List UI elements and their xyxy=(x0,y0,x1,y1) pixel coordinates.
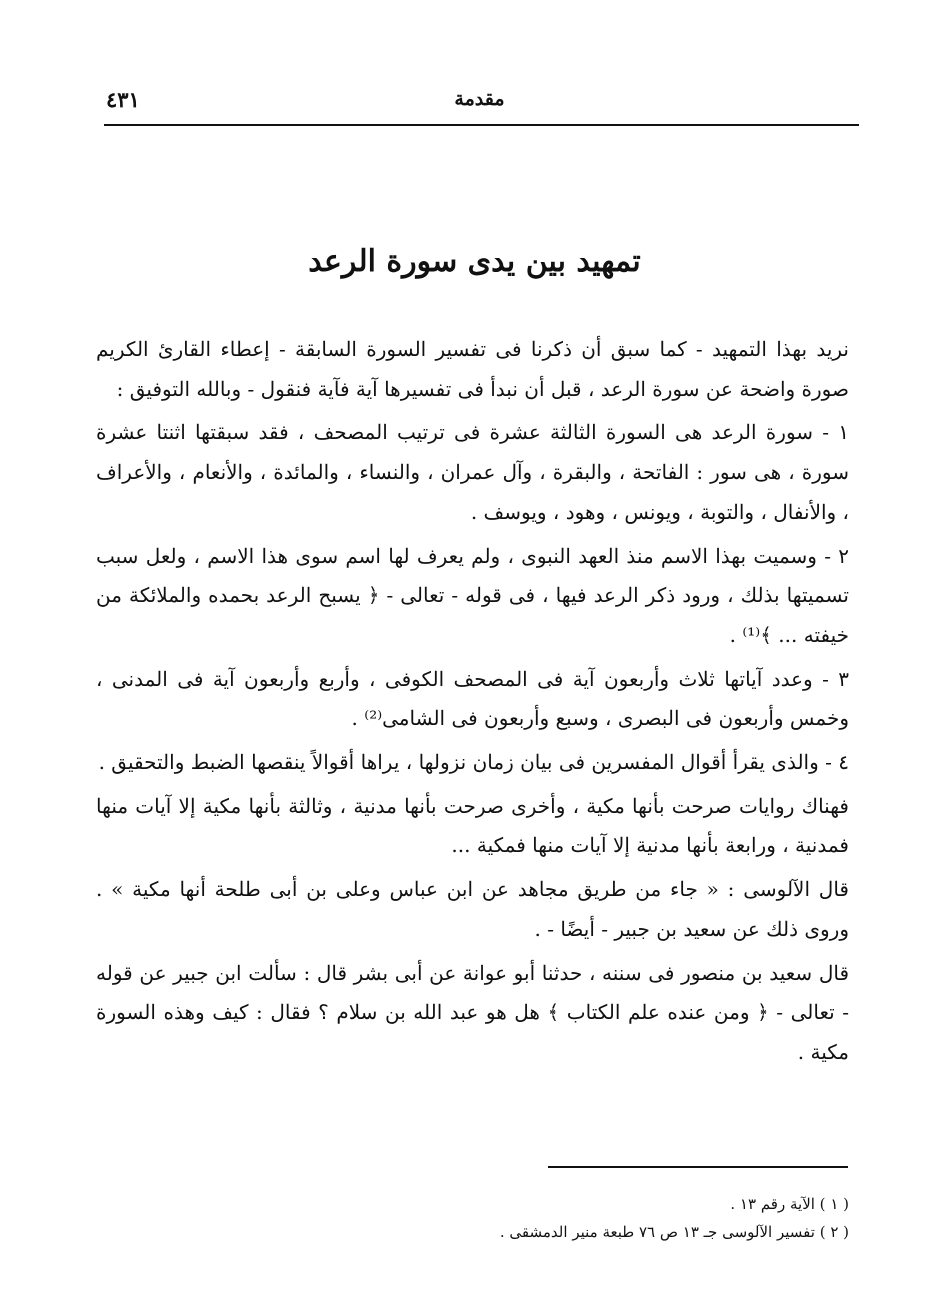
footnotes xyxy=(300,1190,849,1246)
footnote-1: ( ١ ) الآية رقم ١٣ . xyxy=(730,1195,849,1213)
body-text xyxy=(96,330,849,1077)
paragraph-2: ٢ - وسميت بهذا الاسم منذ العهد النبوى ، ولم يعرف لها اسم سوى هذا الاسم ، ولعل سبب تسميتها بذلك ، ورود ذكر الرعد فيها ، فى قوله - تعالى - ﴿ يسبح الرعد بحمده والملائكة من خيفته ... ﴾⁽¹⁾ . xyxy=(96,543,849,647)
section-heading: تمهيد بين يدى سورة الرعد xyxy=(308,244,641,279)
paragraph-intro: نريد بهذا التمهيد - كما سبق أن ذكرنا فى تفسير السورة السابقة - إعطاء القارئ الكريم صورة واضحة عن سورة الرعد ، قبل أن نبدأ فى تفسيرها آية فآية فنقول - وبالله التوفيق : xyxy=(96,337,849,401)
header-rule xyxy=(104,124,859,126)
page-number: ٤٣١ xyxy=(106,86,140,112)
header-title: مقدمة xyxy=(454,88,505,110)
paragraph-alusi-quote: قال الآلوسى : « جاء من طريق مجاهد عن ابن عباس وعلى بن أبى طلحة أنها مكية » . وروى ذلك عن سعيد بن جبير - أيضًا - . xyxy=(96,877,849,941)
paragraph-3: ٣ - وعدد آياتها ثلاث وأربعون آية فى المصحف الكوفى ، وأربع وأربعون آية فى المدنى ، وخمس وأربعون فى البصرى ، وسبع وأربعون فى الشامى⁽²⁾ . xyxy=(96,666,849,731)
running-header xyxy=(106,84,853,114)
paragraph-said-ibn-mansur: قال سعيد بن منصور فى سننه ، حدثنا أبو عوانة عن أبى بشر قال : سألت ابن جبير عن قوله - تعالى - ﴿ ومن عنده علم الكتاب ﴾ هل هو عبد الله بن سلام ؟ فقال : كيف وهذه السورة مكية . xyxy=(96,960,849,1064)
footnote-2: ( ٢ ) تفسير الآلوسى جـ ١٣ ص ٧٦ طبعة منير الدمشقى . xyxy=(499,1223,849,1241)
paragraph-narrations: فهناك روايات صرحت بأنها مكية ، وأخرى صرحت بأنها مدنية ، وثالثة بأنها مكية إلا آيات منها فمدنية ، ورابعة بأنها مدنية إلا آيات منها فمكية ... xyxy=(96,793,849,858)
paragraph-1: ١ - سورة الرعد هى السورة الثالثة عشرة فى ترتيب المصحف ، فقد سبقتها اثنتا عشرة سورة ، هى سور : الفاتحة ، والبقرة ، وآل عمران ، والنساء ، والمائدة ، والأنعام ، والأعراف ، والأنفال ، والتوبة ، ويونس ، وهود ، ويوسف . xyxy=(96,420,849,524)
paragraph-4: ٤ - والذى يقرأ أقوال المفسرين فى بيان زمان نزولها ، يراها أقوالاً ينقصها الضبط والتحقيق . xyxy=(98,750,849,775)
footnote-rule xyxy=(548,1166,848,1168)
